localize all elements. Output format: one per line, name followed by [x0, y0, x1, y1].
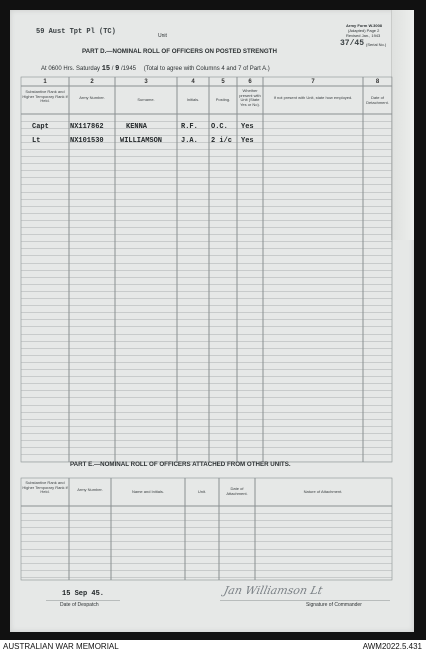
- row-1-present: Yes: [241, 123, 254, 131]
- col-header-posting: Posting.: [215, 97, 231, 102]
- row-1-surname: KENNA: [126, 123, 148, 131]
- col-number-8: 8: [375, 79, 380, 85]
- e-col-header-name: Name and Initials.: [131, 489, 164, 494]
- row-1-posting: O.C.: [211, 123, 228, 131]
- part-d-table-lines: [10, 10, 414, 632]
- row-2-surname: WILLIAMSON: [120, 137, 163, 145]
- e-col-header-rank: Substantive Rank and Higher Temporary Rank if Held.: [22, 480, 68, 495]
- col-header-army-number: Army Number.: [79, 95, 105, 100]
- unit-label: Unit: [158, 33, 167, 39]
- col-header-initials: Initials.: [186, 97, 200, 102]
- archive-footer: [0, 640, 426, 653]
- col-number-1: 1: [43, 79, 47, 85]
- form-line-2: (Adapted) Page 2: [348, 28, 380, 33]
- at-prefix: At 0600 Hrs. Saturday: [41, 66, 101, 72]
- unit-value: 59 Aust Tpt Pl (TC): [36, 28, 116, 36]
- at-suffix: (Total to agree with Columns 4 and 7 of Part A.): [143, 66, 270, 72]
- serial-label: (Serial No.): [366, 42, 387, 47]
- form-line-3: Revised Jan., 1943: [346, 33, 381, 38]
- e-col-header-unit: Unit.: [197, 489, 207, 494]
- form-page: [10, 10, 414, 632]
- despatch-date-value: 15 Sep 45.: [62, 590, 105, 598]
- col-number-4: 4: [191, 79, 195, 85]
- footer-right-text: AWM2022.5.431: [362, 642, 422, 651]
- serial-value: 37/45: [340, 39, 365, 48]
- footer-left-text: AUSTRALIAN WAR MEMORIAL: [3, 642, 119, 651]
- row-1-army-number: NX117862: [70, 123, 104, 131]
- col-number-7: 7: [311, 79, 315, 85]
- row-1-rank: Capt: [32, 123, 49, 131]
- col-number-3: 3: [144, 79, 148, 85]
- col-number-2: 2: [90, 79, 94, 85]
- row-2-present: Yes: [241, 137, 254, 145]
- e-col-header-nature: Nature of Attachment.: [303, 489, 343, 494]
- col-header-surname: Surname.: [137, 97, 155, 102]
- date-sep: /: [111, 66, 114, 72]
- col-header-detachment: Date of Detachment.: [366, 95, 389, 105]
- date-year: /1945: [121, 66, 137, 72]
- row-1-initials: R.F.: [181, 123, 198, 131]
- part-e-title: PART E.—NOMINAL ROLL OF OFFICERS ATTACHED FROM OTHER UNITS.: [70, 461, 291, 468]
- row-2-army-number: NX101530: [70, 137, 104, 145]
- col-header-rank: Substantive Rank and Higher Temporary Rank if Held.: [22, 89, 68, 104]
- col-header-employed: If not present with Unit, state how employed.: [273, 95, 353, 100]
- commander-signature-label: Signature of Commander: [306, 602, 362, 608]
- row-2-posting: 2 i/c: [211, 137, 233, 145]
- row-2-rank: Lt: [32, 137, 41, 145]
- col-number-5: 5: [221, 79, 225, 85]
- commander-signature: Jan Williamson Lt: [222, 584, 324, 597]
- date-month: 9: [115, 65, 120, 73]
- col-number-6: 6: [248, 79, 252, 85]
- e-col-header-date-attachment: Date of Attachment.: [226, 486, 248, 496]
- date-day: 15: [101, 65, 111, 73]
- col-header-present: Whether present with Unit (State Yes or No).: [239, 88, 261, 107]
- e-col-header-army-number: Army Number.: [77, 487, 103, 492]
- form-line-1: Army Form W.3008: [346, 23, 383, 28]
- row-2-initials: J.A.: [181, 137, 198, 145]
- part-d-title: PART D.—NOMINAL ROLL OF OFFICERS ON POSTED STRENGTH: [82, 48, 277, 55]
- despatch-date-label: Date of Despatch: [60, 602, 99, 608]
